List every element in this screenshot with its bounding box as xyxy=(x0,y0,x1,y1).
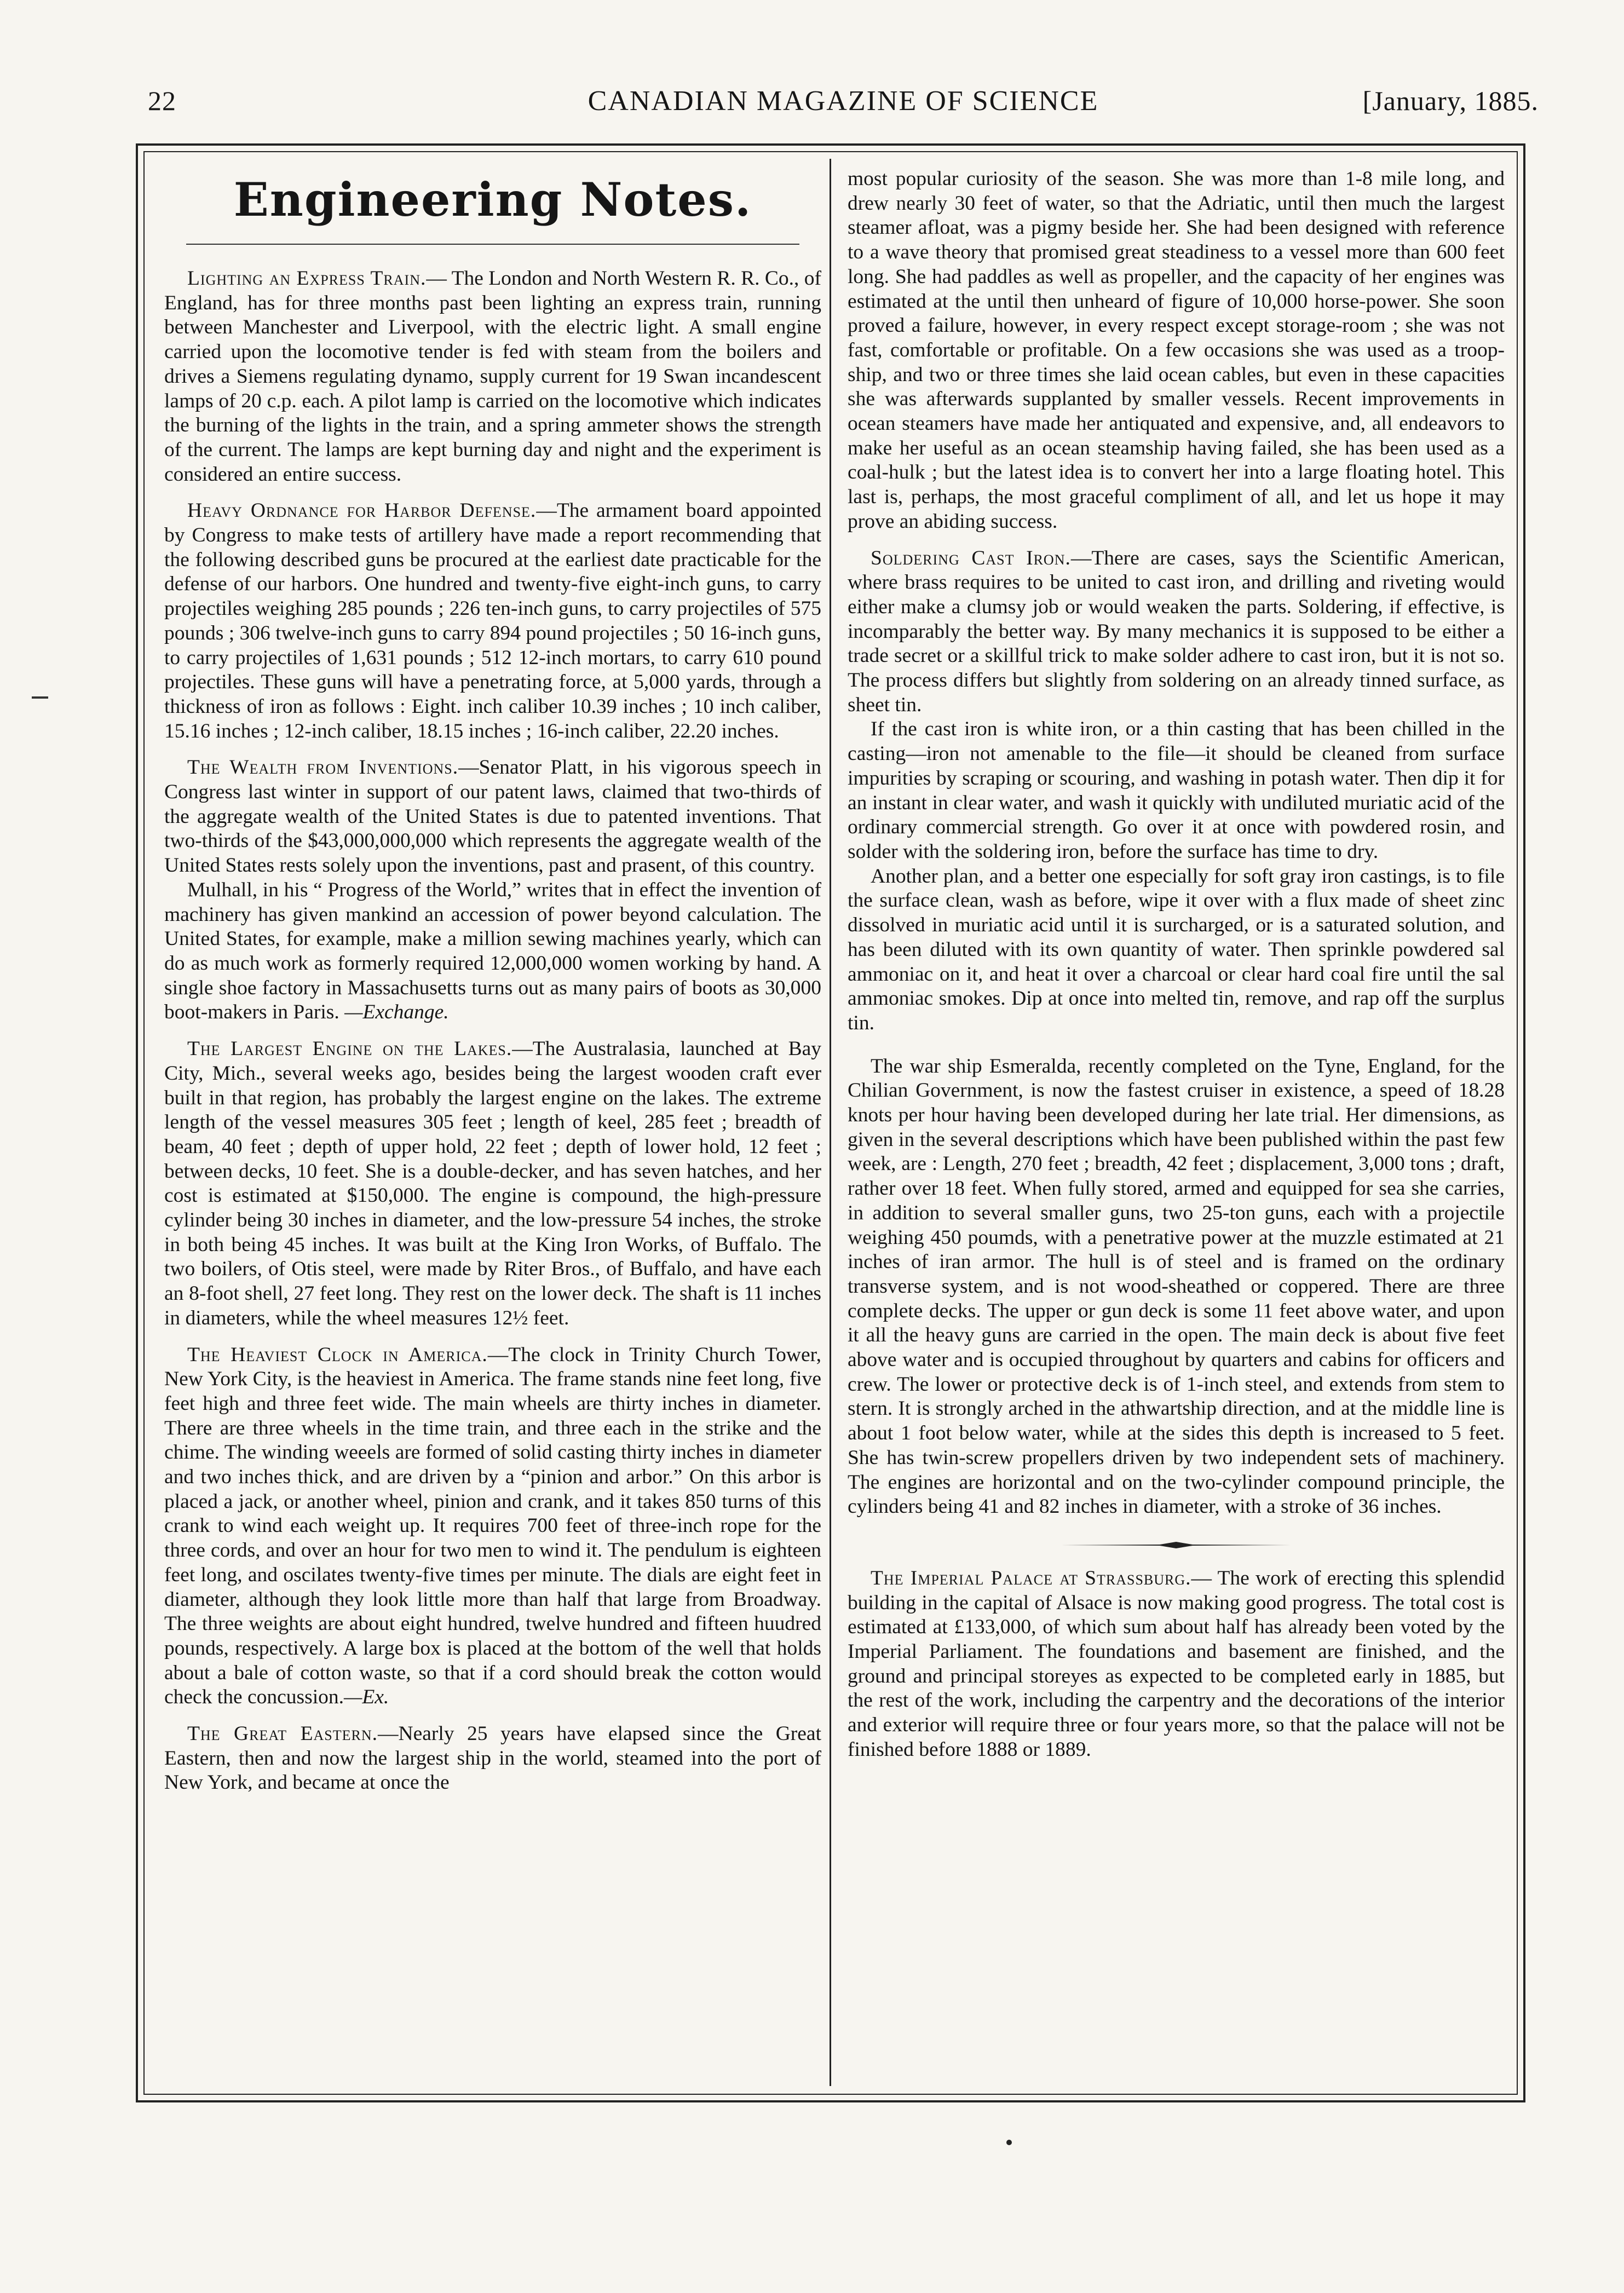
article-esmeralda xyxy=(848,1055,1505,1519)
ornamental-rule xyxy=(848,1534,1505,1550)
right-column xyxy=(848,167,1505,1762)
title-rule xyxy=(186,244,799,245)
article-title: The Great Eastern. xyxy=(187,1722,378,1745)
margin-mark xyxy=(32,696,48,699)
article-body: — The London and North Western R. R. Co., of England, has for three months past been lighting an express train, running between Manchester and Liverpool, with the electric light. A small engine carried upon the locomotive tender is fed with steam from the boilers and drives a Siemens regulating dynamo, supply current for 19 Swan incandescent lamps of 20 c.p. each. A pilot lamp is carried on the locomotive which indicates the burning of the lights in the train, and a spring ammeter shows the strength of the current. The lamps are kept burning day and night and the experiment is considered an entire success. xyxy=(164,267,821,486)
article-ordnance xyxy=(164,499,821,744)
article-wealth xyxy=(164,756,821,878)
article-great-eastern-continued xyxy=(848,167,1505,534)
left-column xyxy=(164,167,821,1795)
article-title: The Wealth from Inventions. xyxy=(187,756,459,779)
article-body: most popular curiosity of the season. She was more than 1-8 mile long, and drew nearly 30 feet of water, so that the Adriatic, until then much the largest steamer afloat, was a pigmy beside her. She had been designed with reference to a wave theory that promised great steadiness to a vessel more than 600 feet long. She had paddles as well as propeller, and the capacity of her engines was estimated at the until then unheard of figure of 10,000 horse-power. She soon proved a failure, however, in every respect except storage-room ; she was not fast, comfortable or profitable. On a few occasions she was used as a troop-ship, and two or three times she laid ocean cables, but even in these capacities she was afterwards supplanted by smaller vessels. Recent improvements in ocean steamers have made her antiquated and expensive, and, all endeavors to make her useful as an ocean steamship having failed, she has been used as a coal-hulk ; but the latest idea is to convert her into a large floating hotel. This last is, perhaps, the most graceful compliment of all, and let us hope it may prove an abiding success. xyxy=(848,168,1505,533)
ornament-icon xyxy=(1061,1539,1291,1552)
article-title: The Largest Engine on the Lakes. xyxy=(187,1038,512,1061)
article-title: The Imperial Palace at Strassburg. xyxy=(871,1566,1191,1589)
article-body: Another plan, and a better one especially for soft gray iron castings, is to file the surface clean, wash as before, wipe it over with a flux made of sheet zinc dissolved in muriatic acid until it is surcharged, or is a saturated solution, and has been diluted with its own quantity of water. Then sprinkle powdered sal ammoniac on it, and heat it over a charcoal or clear hard coal fire until the sal ammoniac smokes. Dip at once into melted tin, remove, and rap off the surplus tin. xyxy=(848,865,1505,1034)
article-body: — The work of erecting this splendid building in the capital of Alsace is now making good progress. The total cost is estimated at £133,000, of which sum about half has already been voted by the Imperial Parliament. The foundations and basement are finished, and the ground and principal storeyes as expected to be completed early in 1885, but the rest of the work, including the carpentry and the decorations of the interior and exterior will require three or four years more, so that the palace will not be finished before 1888 or 1889. xyxy=(848,1566,1505,1761)
article-source: —Exchange. xyxy=(344,1001,449,1024)
article-body: —The Australasia, launched at Bay City, Mich., several weeks ago, besides being the largest wooden craft ever built in that region, has probably the largest engine on the lakes. The extreme length of the vessel measures 305 feet ; length of keel, 285 feet ; breadth of beam, 40 feet ; depth of upper hold, 22 feet ; depth of lower hold, 12 feet ; between decks, 10 feet. She is a double-decker, and has seven hatches, and her cost is estimated at $150,000. The engine is compound, the high-pressure cylinder being 30 inches in diameter, and the low-pressure 54 inches, the stroke in both being 45 inches. It was built at the King Iron Works, of Buffalo. The two boilers, of Otis steel, were made by Riter Bros., of Buffalo, and have each an 8-foot shell, 27 feet long. They rest on the lower deck. The shaft is 11 inches in diameters, while the wheel measures 12½ feet. xyxy=(164,1038,821,1329)
article-title: Soldering Cast Iron. xyxy=(871,546,1071,569)
article-soldering xyxy=(848,546,1505,718)
article-title: The Heaviest Clock in America. xyxy=(187,1343,488,1366)
column-divider xyxy=(830,159,831,2086)
printer-mark xyxy=(1006,2140,1012,2145)
article-body: —Senator Platt, in his vigorous speech in Congress last winter in support of our patent laws, claimed that two-thirds of the aggregate wealth of the United States is due to patented inventions. That two-thirds of the $43,000,000,000 which represents the aggregate wealth of the United States rests solely upon the inventions, past and prasent, of this country. xyxy=(164,756,821,877)
page-number: 22 xyxy=(148,85,176,116)
article-body: —Nearly 25 years have elapsed since the Great Eastern, then and now the largest ship in the world, steamed into the port of New York, and became at once the xyxy=(164,1722,821,1794)
article-body: The war ship Esmeralda, recently completed on the Tyne, England, for the Chilian Government, is now the fastest cruiser in existence, a speed of 18.28 knots per hour having been developed during her late trial. Her dimensions, as given in the several descriptions which have been published within the past few week, are : Length, 270 feet ; breadth, 42 feet ; displacement, 3,000 tons ; draft, rather over 18 feet. When fully stored, armed and equipped for sea she carries, in addition to several smaller guns, two 25-ton guns, each with a projectile weighing 450 poumds, with a penetrative power at the muzzle estimated at 21 inches of iran armor. The hull is of steel and is framed on the ordinary transverse system, and is not wood-sheathed or coppered. There are three complete decks. The upper or gun deck is some 11 feet above water, and upon it all the heavy guns are carried in the open. The main deck is about five feet above water and is occupied throughout by quarters and cabins for officers and crew. The lower or protective deck is of 1-inch steel, and extends from stem to stern. It is strongly arched in the athwartship direction, and at the middle line is about 1 foot below water, while at the sides this depth is increased to 5 feet. She has twin-screw propellers driven by two independent sets of machinery. The engines are horizontal and on the two-cylinder compound principle, the cylinders being 41 and 82 inches in diameter, with a stroke of 36 inches. xyxy=(848,1055,1505,1518)
article-lighting xyxy=(164,267,821,487)
article-wealth-para2 xyxy=(164,878,821,1025)
article-title: Lighting an Express Train. xyxy=(187,267,427,290)
section-title: Engineering Notes. xyxy=(233,172,752,227)
running-head xyxy=(148,79,1539,123)
article-soldering-para3 xyxy=(848,865,1505,1036)
article-source: —Ex. xyxy=(344,1686,389,1709)
article-body: —There are cases, says the Scientific American, where brass requires to be united to cast iron, and drilling and riveting would either make a clumsy job or would weaken the parts. Soldering, if effective, is incomparably the better way. By many mechanics it is supposed to be either a trade secret or a skillful trick to make solder adhere to cast iron, but it is not so. The process differs but slightly from soldering on an already tinned surface, as sheet tin. xyxy=(848,546,1505,716)
journal-title: CANADIAN MAGAZINE OF SCIENCE xyxy=(588,85,1099,117)
issue-date: [January, 1885. xyxy=(1362,85,1539,116)
article-clock xyxy=(164,1343,821,1710)
article-body: Mulhall, in his “ Progress of the World,” writes that in effect the invention of machinery has given mankind an accession of power beyond calculation. The United States, for example, make a million sewing machines yearly, which can do as much work as formerly required 12,000,000 women working by hand. A single shoe factory in Massachusetts turns out as many pairs of boots as 30,000 boot-makers in Paris. xyxy=(164,878,821,1024)
article-body: If the cast iron is white iron, or a thin casting that has been chilled in the casting—iron not amenable to the file—it should be cleaned from surface impurities by scraping or scouring, and washing in potash water. Then dip it for an instant in clear water, and wash it quickly with undiluted muriatic acid of the ordinary commercial strength. Go over it at once with powdered rosin, and solder with the soldering iron, before the surface has time to dry. xyxy=(848,718,1505,863)
article-title: Heavy Ordnance for Harbor Defense. xyxy=(187,499,537,522)
article-palace xyxy=(848,1566,1505,1762)
article-body: —The clock in Trinity Church Tower, New York City, is the heaviest in America. The frame stands nine feet long, five feet high and three feet wide. The main wheels are thirty inches in diameter. There are three wheels in the time train, and three each in the strike and the chime. The winding weeels are formed of solid casting thirty inches in diameter and two inches thick, and are driven by a “pinion and arbor.” On this arbor is placed a jack, or another wheel, pinion and crank, and it takes 850 turns of this crank to wind each weight up. It requires 700 feet of three-inch rope for the three cords, and over an hour for two men to wind it. The pendulum is eighteen feet long, and oscilates twenty-five times per minute. The dials are eight feet in diameter, although they look little more than half that large from Broadway. The three weights are about eight hundred, twelve hundred and fifteen huudred pounds, respectively. A large box is placed at the bottom of the well that holds about a bale of cotton waste, so that if a cord should break the cotton would check the concussion. xyxy=(164,1343,821,1709)
article-soldering-para2 xyxy=(848,717,1505,864)
article-great-eastern xyxy=(164,1722,821,1795)
article-engine xyxy=(164,1037,821,1330)
article-body: —The armament board appointed by Congress to make tests of artillery have made a report recommending that the following described guns be procured at the earliest date practicable for the defense of our harbors. One hundred and twenty-five eight-inch guns, to carry projectiles weighing 285 pounds ; 226 ten-inch guns, to carry projectiles of 575 pounds ; 306 twelve-inch guns to carry 894 pound projectiles ; 50 16-inch guns, to carry projectiles of 1,631 pounds ; 512 12-inch mortars, to carry 610 pound projectiles. These guns will have a penetrating force, at 5,000 yards, through a thickness of iron as follows : Eight. inch caliber 10.39 inches ; 10 inch caliber, 15.16 inches ; 12-inch caliber, 18.15 inches ; 16-inch caliber, 22.20 inches. xyxy=(164,499,821,742)
